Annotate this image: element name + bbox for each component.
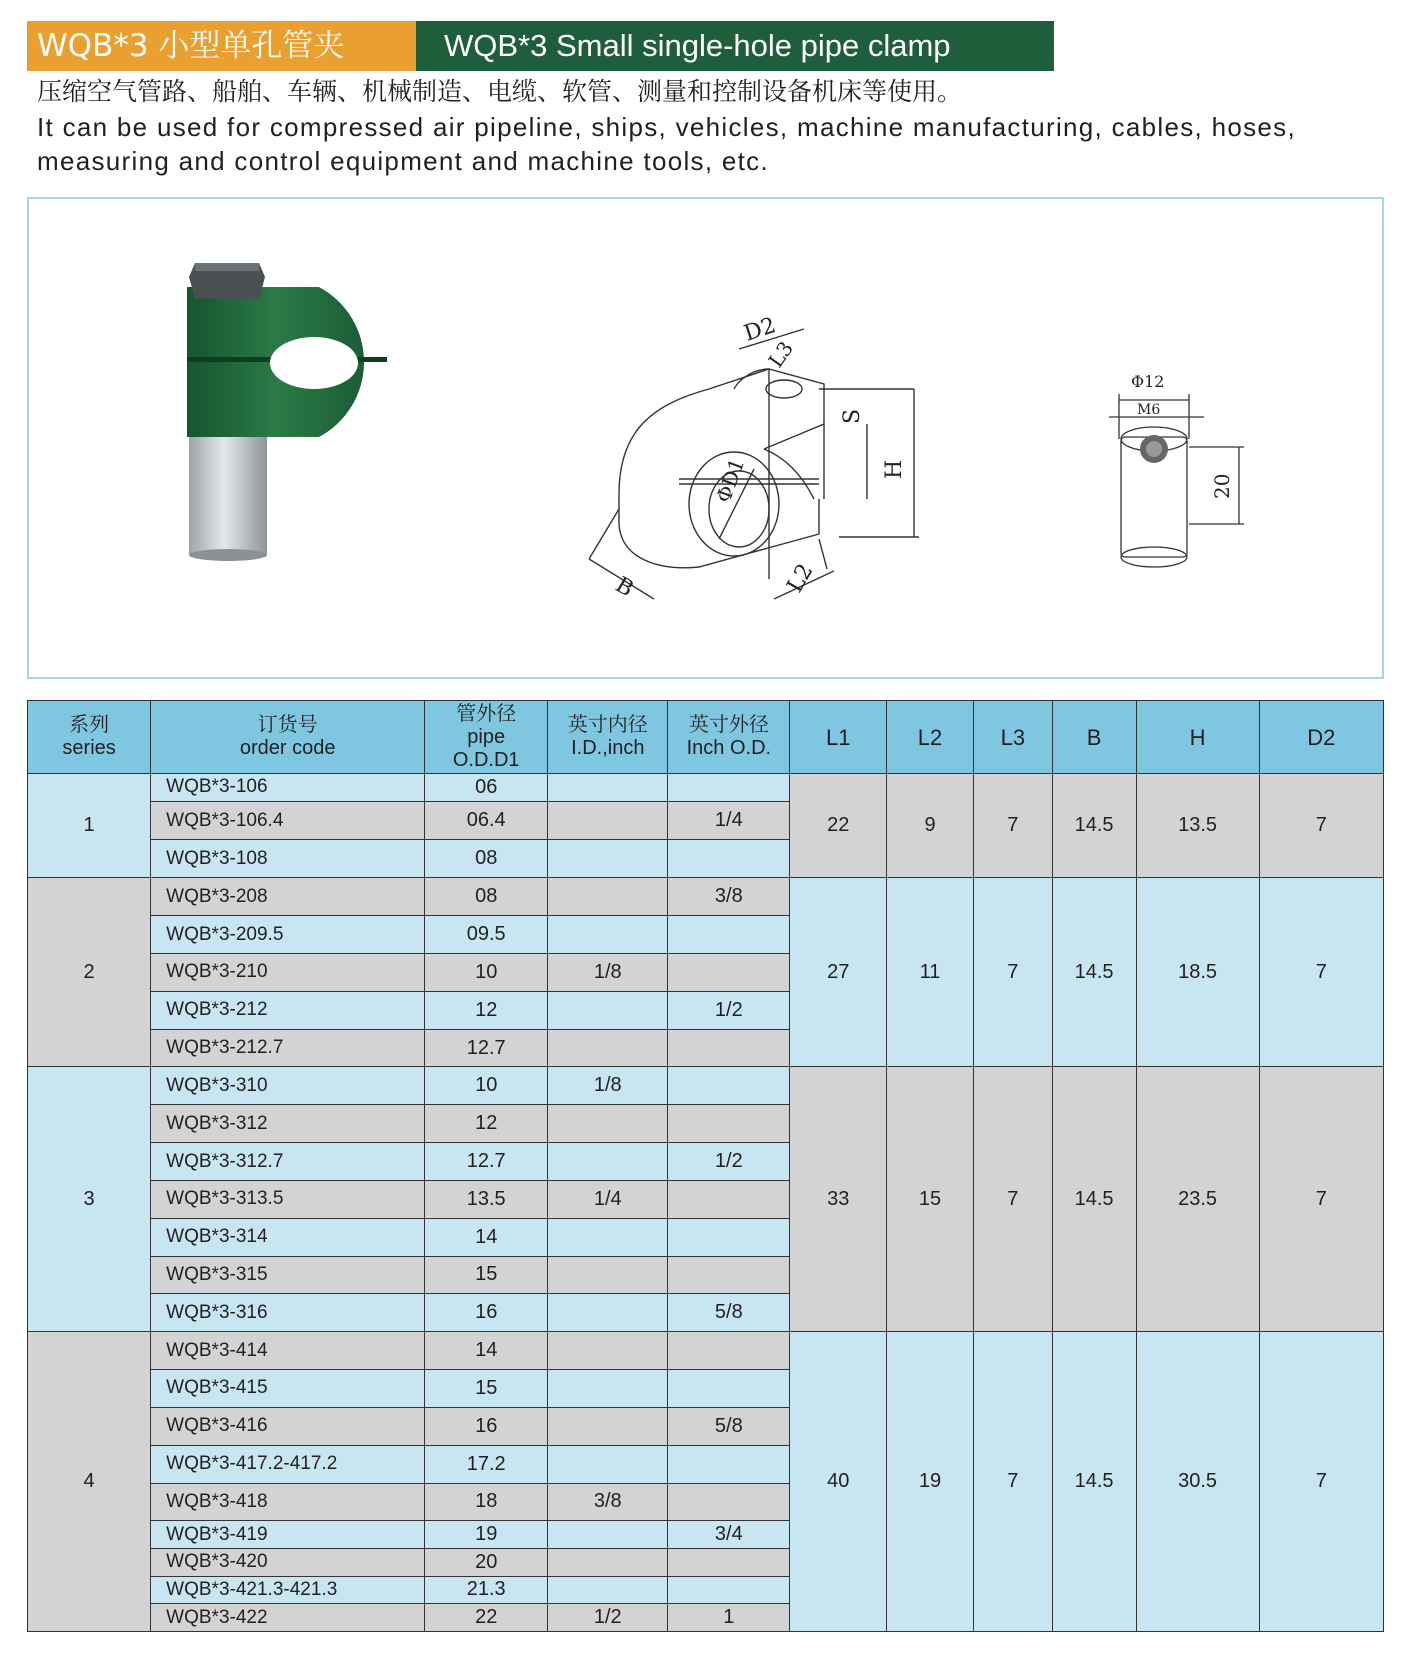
inch-od-cell [668,1445,790,1483]
inch-id-cell [548,1445,668,1483]
inch-od-cell [668,953,790,991]
label-phi-d1: ΦD1 [711,455,750,506]
l1-cell: 33 [790,1067,887,1332]
table-row [28,774,1384,802]
title-chinese: WQB*3 小型单孔管夹 [27,21,416,71]
pipe-od-cell: 15 [425,1256,548,1294]
order-code-cell: WQB*3-417.2-417.2 [151,1445,425,1483]
title-english: WQB*3 Small single-hole pipe clamp [416,21,1054,71]
l3-cell: 7 [974,878,1053,1067]
order-code-cell: WQB*3-421.3-421.3 [151,1576,425,1604]
header-inch-id: 英寸内径 I.D.,inch [548,701,668,774]
label-b: B [611,572,638,603]
h-cell: 18.5 [1136,878,1259,1067]
description-chinese: 压缩空气管路、船舶、车辆、机械制造、电缆、软管、测量和控制设备机床等使用。 [37,77,963,106]
inch-od-cell [668,840,790,878]
inch-od-cell [668,1105,790,1143]
inch-od-cell: 1/2 [668,1143,790,1181]
b-cell: 14.5 [1052,878,1136,1067]
inch-od-cell: 1/4 [668,801,790,840]
inch-od-cell: 1/2 [668,991,790,1029]
inch-od-cell [668,1218,790,1256]
l3-cell: 7 [974,774,1053,878]
order-code-cell: WQB*3-316 [151,1294,425,1332]
d2-cell: 7 [1259,1067,1383,1332]
pipe-od-cell: 17.2 [425,1445,548,1483]
inch-id-cell [548,840,668,878]
nut-drawing [1099,369,1279,599]
inch-od-cell [668,1180,790,1218]
h-cell: 30.5 [1136,1332,1259,1632]
label-h: H [882,459,907,479]
d2-cell: 7 [1259,878,1383,1067]
inch-id-cell [548,991,668,1029]
order-code-cell: WQB*3-419 [151,1521,425,1549]
table-row [28,1332,1384,1370]
table-body [28,774,1384,1632]
order-code-cell: WQB*3-312 [151,1105,425,1143]
order-code-cell: WQB*3-108 [151,840,425,878]
inch-id-cell [548,1370,668,1408]
l2-cell: 11 [887,878,974,1067]
label-l2: L2 [782,559,819,597]
dimension-drawing [559,309,979,609]
inch-od-cell: 5/8 [668,1294,790,1332]
order-code-cell: WQB*3-212 [151,991,425,1029]
table-row [28,1067,1384,1105]
inch-od-cell [668,1576,790,1604]
l1-cell: 22 [790,774,887,878]
order-code-cell: WQB*3-208 [151,878,425,916]
order-code-cell: WQB*3-315 [151,1256,425,1294]
inch-od-cell [668,1029,790,1067]
pipe-od-cell: 21.3 [425,1576,548,1604]
inch-od-cell [668,916,790,954]
inch-id-cell [548,1294,668,1332]
inch-od-cell [668,1370,790,1408]
l3-cell: 7 [974,1332,1053,1632]
header-l2: L2 [887,701,974,774]
title-bar [27,21,1054,71]
description-english: It can be used for compressed air pipeline, ships, vehicles, machine manufacturing, cables, hoses, measuring and control equipment and machine tools, etc. [37,112,1296,176]
inch-id-cell [548,1407,668,1445]
order-code-cell: WQB*3-420 [151,1548,425,1576]
header-l1: L1 [790,701,887,774]
order-code-cell: WQB*3-312.7 [151,1143,425,1181]
h-cell: 13.5 [1136,774,1259,878]
pipe-od-cell: 10 [425,953,548,991]
d2-cell: 7 [1259,1332,1383,1632]
spec-table [27,700,1384,1632]
pipe-od-cell: 22 [425,1604,548,1632]
pipe-od-cell: 09.5 [425,916,548,954]
figure-panel [27,197,1384,679]
label-height-20: 20 [1210,473,1234,499]
header-pipe-od: 管外径 pipe O.D.D1 [425,701,548,774]
inch-od-cell [668,1548,790,1576]
inch-id-cell [548,1548,668,1576]
product-photo [179,259,469,599]
inch-id-cell: 1/4 [548,1180,668,1218]
inch-id-cell [548,1576,668,1604]
inch-od-cell: 5/8 [668,1407,790,1445]
inch-id-cell [548,1218,668,1256]
l2-cell: 15 [887,1067,974,1332]
l2-cell: 9 [887,774,974,878]
inch-od-cell [668,1067,790,1105]
series-cell: 2 [28,878,151,1067]
series-cell: 1 [28,774,151,878]
inch-od-cell [668,1332,790,1370]
pipe-od-cell: 18 [425,1483,548,1521]
pipe-od-cell: 08 [425,840,548,878]
pipe-od-cell: 15 [425,1370,548,1408]
d2-cell: 7 [1259,774,1383,878]
inch-od-cell [668,774,790,802]
pipe-od-cell: 12.7 [425,1029,548,1067]
inch-od-cell: 1 [668,1604,790,1632]
order-code-cell: WQB*3-422 [151,1604,425,1632]
header-l3: L3 [974,701,1053,774]
series-cell: 4 [28,1332,151,1632]
inch-id-cell [548,1256,668,1294]
order-code-cell: WQB*3-314 [151,1218,425,1256]
order-code-cell: WQB*3-209.5 [151,916,425,954]
l1-cell: 40 [790,1332,887,1632]
header-b: B [1052,701,1136,774]
pipe-od-cell: 08 [425,878,548,916]
b-cell: 14.5 [1052,1332,1136,1632]
inch-id-cell [548,1029,668,1067]
l2-cell: 19 [887,1332,974,1632]
inch-id-cell [548,878,668,916]
inch-od-cell [668,1483,790,1521]
header-row [28,701,1384,774]
inch-id-cell [548,1332,668,1370]
header-series: 系列 series [28,701,151,774]
inch-id-cell [548,774,668,802]
header-h: H [1136,701,1259,774]
order-code-cell: WQB*3-212.7 [151,1029,425,1067]
label-m6: M6 [1137,402,1161,418]
inch-od-cell: 3/8 [668,878,790,916]
pipe-od-cell: 16 [425,1407,548,1445]
header-order-code: 订货号 order code [151,701,425,774]
pipe-od-cell: 19 [425,1521,548,1549]
inch-id-cell [548,801,668,840]
inch-id-cell: 1/8 [548,1067,668,1105]
inch-id-cell: 1/2 [548,1604,668,1632]
header-inch-od: 英寸外径 Inch O.D. [668,701,790,774]
order-code-cell: WQB*3-310 [151,1067,425,1105]
inch-id-cell: 1/8 [548,953,668,991]
l1-cell: 27 [790,878,887,1067]
inch-id-cell [548,1521,668,1549]
pipe [189,429,267,555]
b-cell: 14.5 [1052,1067,1136,1332]
l3-cell: 7 [974,1067,1053,1332]
label-d2: D2 [741,313,779,347]
series-cell: 3 [28,1067,151,1332]
label-phi12: Φ12 [1131,372,1165,391]
inch-id-cell: 3/8 [548,1483,668,1521]
label-l3: L3 [763,336,799,372]
b-cell: 14.5 [1052,774,1136,878]
pipe-od-cell: 06 [425,774,548,802]
order-code-cell: WQB*3-313.5 [151,1180,425,1218]
inch-id-cell [548,916,668,954]
order-code-cell: WQB*3-210 [151,953,425,991]
inch-id-cell [548,1143,668,1181]
label-s: S [840,408,865,424]
pipe-od-cell: 06.4 [425,801,548,840]
pipe-od-cell: 12.7 [425,1143,548,1181]
header-d2: D2 [1259,701,1383,774]
pipe-od-cell: 13.5 [425,1180,548,1218]
order-code-cell: WQB*3-415 [151,1370,425,1408]
order-code-cell: WQB*3-418 [151,1483,425,1521]
order-code-cell: WQB*3-416 [151,1407,425,1445]
inch-id-cell [548,1105,668,1143]
order-code-cell: WQB*3-414 [151,1332,425,1370]
pipe-od-cell: 16 [425,1294,548,1332]
inch-od-cell [668,1256,790,1294]
order-code-cell: WQB*3-106.4 [151,801,425,840]
order-code-cell: WQB*3-106 [151,774,425,802]
pipe-od-cell: 20 [425,1548,548,1576]
pipe-od-cell: 12 [425,991,548,1029]
pipe-od-cell: 12 [425,1105,548,1143]
pipe-od-cell: 10 [425,1067,548,1105]
table-row [28,878,1384,916]
inch-od-cell: 3/4 [668,1521,790,1549]
pipe-od-cell: 14 [425,1332,548,1370]
h-cell: 23.5 [1136,1067,1259,1332]
pipe-od-cell: 14 [425,1218,548,1256]
